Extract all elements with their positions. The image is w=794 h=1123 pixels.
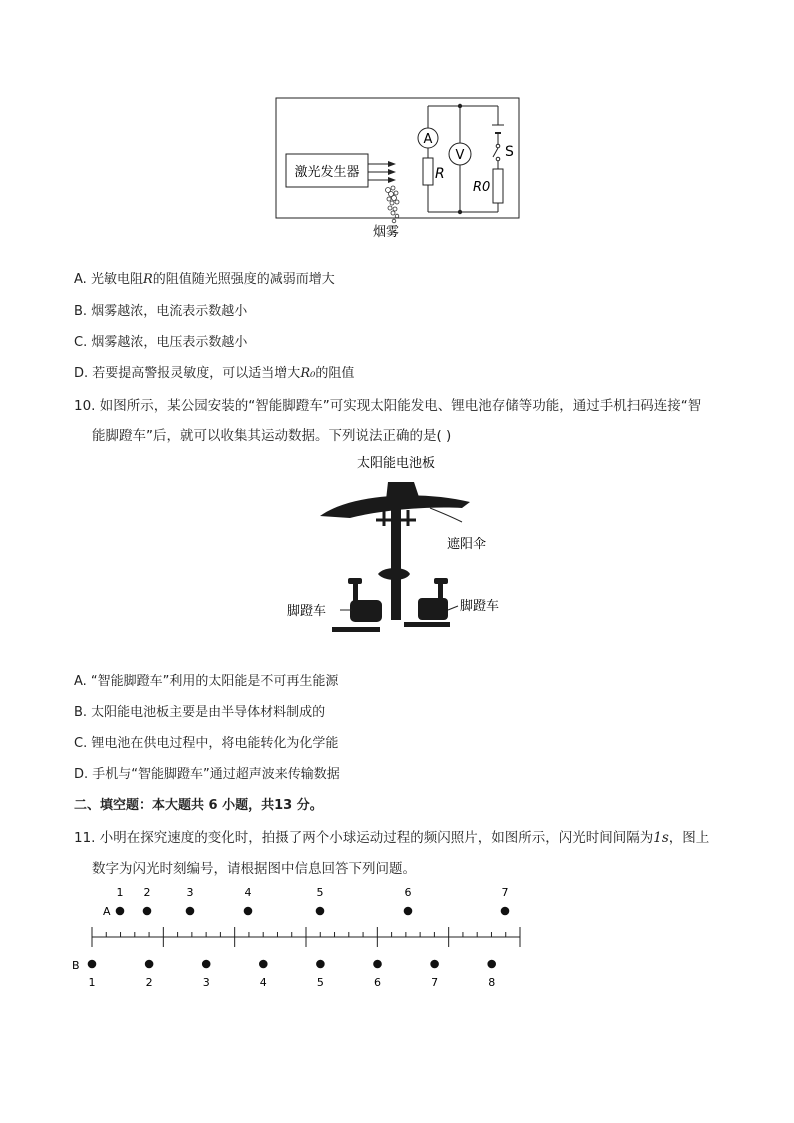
q10-stem-line1: 10. 如图所示，某公园安装的“智能脚蹬车”可实现太阳能发电、锂电池存储等功能，通过手机扫码连接“智	[74, 398, 702, 414]
ball-b-dot	[259, 960, 268, 969]
q9-option-b: B. 烟雾越浓，电流表示数越小	[74, 304, 248, 319]
ball-a-number: 1	[116, 886, 124, 899]
ball-a-number: 3	[186, 886, 194, 899]
q9-option-a: A. 光敏电阻R的阻值随光照强度的减弱而增大	[74, 272, 335, 287]
ball-a-positions	[116, 886, 510, 915]
bike-right-icon	[404, 578, 450, 627]
ball-a-dot	[143, 907, 152, 916]
smoke-label: 烟雾	[373, 225, 400, 240]
ball-b-dot	[487, 960, 496, 969]
q10-option-a: A. “智能脚蹬车”利用的太阳能是不可再生能源	[74, 674, 339, 689]
ball-b-dot	[202, 960, 211, 969]
bike-left-label: 脚蹬车	[287, 604, 327, 619]
smart-bike-figure	[280, 450, 520, 650]
row-b-label: B	[72, 959, 80, 972]
laser-label: 激光发生器	[294, 165, 360, 180]
ball-a-number: 7	[501, 886, 509, 899]
bike-left-icon	[332, 578, 382, 632]
q10-option-b: B. 太阳能电池板主要是由半导体材料制成的	[74, 705, 326, 720]
q10-option-d: D. 手机与“智能脚蹬车”通过超声波来传输数据	[74, 767, 340, 782]
solar-panel-label: 太阳能电池板	[357, 456, 436, 471]
ball-a-dot	[186, 907, 195, 916]
bike-right-label: 脚蹬车	[460, 599, 500, 614]
ruler-scale	[92, 927, 520, 947]
resistor-r0-label: R0	[473, 180, 491, 195]
resistor-r-label: R	[435, 166, 445, 182]
ball-b-number: 7	[431, 976, 439, 989]
ball-a-dot	[244, 907, 253, 916]
q9-option-d: D. 若要提高警报灵敏度，可以适当增大R₀的阻值	[74, 366, 355, 381]
ball-b-dot	[430, 960, 439, 969]
ball-a-number: 6	[404, 886, 412, 899]
smoke-icon	[386, 186, 400, 223]
ball-b-number: 1	[88, 976, 96, 989]
ball-a-dot	[404, 907, 413, 916]
ball-a-number: 5	[316, 886, 324, 899]
ball-a-dot	[316, 907, 325, 916]
section-heading: 二、填空题：本大题共 6 小题，共13 分。	[74, 798, 323, 813]
ball-b-number: 6	[374, 976, 381, 989]
q10-stem-line2: 能脚蹬车”后，就可以收集其运动数据。下列说法正确的是( )	[92, 428, 452, 444]
umbrella-label: 遮阳伞	[447, 537, 487, 552]
q9-option-c: C. 烟雾越浓，电压表示数越小	[74, 335, 248, 350]
q11-stem-line2: 数字为闪光时刻编号，请根据图中信息回答下列问题。	[92, 861, 416, 877]
ball-a-dot	[116, 907, 125, 916]
ball-b-number: 5	[316, 976, 324, 989]
circuit-diagram	[270, 92, 530, 242]
ball-b-dot	[88, 960, 97, 969]
ball-b-number: 4	[259, 976, 267, 989]
ball-a-number: 2	[143, 886, 151, 899]
strobe-photo-figure	[70, 880, 540, 995]
ball-a-dot	[501, 907, 510, 916]
ball-b-positions	[88, 960, 496, 989]
ball-a-number: 4	[244, 886, 252, 899]
ball-b-number: 3	[202, 976, 210, 989]
ball-b-number: 2	[145, 976, 153, 989]
voltmeter-label: V	[455, 148, 465, 163]
q11-stem-line1: 11. 小明在探究速度的变化时，拍摄了两个小球运动过程的频闪照片，如图所示，闪光时间间隔为1s，图上	[74, 830, 710, 846]
pole-icon	[391, 508, 401, 620]
resistor-r0	[493, 169, 503, 203]
switch-label: S	[505, 144, 514, 160]
ball-b-dot	[316, 960, 325, 969]
ball-b-number: 8	[488, 976, 496, 989]
photoresistor	[423, 158, 433, 185]
laser-beams	[368, 164, 390, 180]
row-a-label: A	[103, 905, 111, 918]
q10-option-c: C. 锂电池在供电过程中，将电能转化为化学能	[74, 736, 339, 751]
ball-b-dot	[373, 960, 382, 969]
battery-icon	[492, 125, 504, 133]
ball-b-dot	[145, 960, 154, 969]
ammeter-label: A	[423, 132, 433, 147]
switch-icon	[493, 144, 500, 161]
